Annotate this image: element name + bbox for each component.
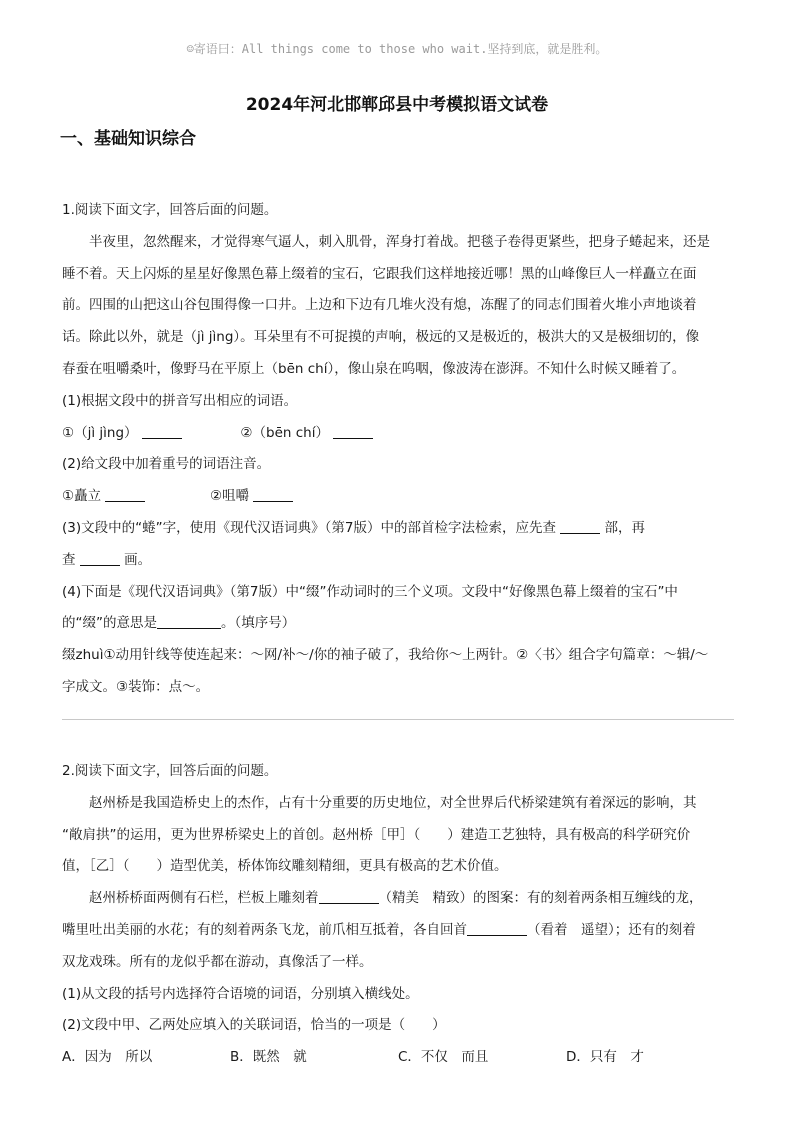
subquestion: (4)下面是《现代汉语词典》（第7版）中“缀”作动词时的三个义项。文段中“好像黑色幕上缀着的宝石”中 xyxy=(62,583,678,600)
passage-text: 睡不着。天上闪烁的星星好像黑色幕上缀着的宝石，它跟我们这样地接近哪！黑的山峰像巨人一样 xyxy=(62,265,643,282)
answer-blank[interactable] xyxy=(80,550,120,566)
subquestion-text: 的“缀”的意思是 xyxy=(62,615,157,632)
passage-line: 双龙戏珠。所有的龙似乎都在游动，真像活了一样。 xyxy=(62,953,373,970)
passage-text: （看着 遥望）；还有的刻着 xyxy=(527,921,696,938)
option-b[interactable]: B．既然 就 xyxy=(230,1049,307,1066)
question-prompt: 2.阅读下面文字，回答后面的问题。 xyxy=(62,763,278,779)
section-heading: 一、基础知识综合 xyxy=(60,129,196,149)
passage-line xyxy=(62,259,734,291)
subquestion-text: (3)文段中的“蜷”字，使用《现代汉语词典》（第7版）中的部首检字法检索，应先查 xyxy=(62,519,556,536)
passage-line: “敞肩拱”的运用，更为世界桥梁史上的首创。赵州桥［甲］（ ）建造工艺独特，具有极高的科学研究价 xyxy=(62,826,691,843)
answer-label: ②咀嚼 xyxy=(210,488,250,505)
passage-text: 在面 xyxy=(669,265,697,282)
dictionary-entry: 缀zhuì①动用针线等使连起来：～网/补～/你的袖子破了，我给你～上两针。②〈书〉组合字句篇章：～辑/～ xyxy=(62,647,709,664)
options-row xyxy=(62,1042,734,1074)
answer-blank[interactable] xyxy=(253,486,293,502)
subquestion xyxy=(62,608,734,640)
subquestion-text: 画。 xyxy=(124,551,152,568)
answer-row xyxy=(62,481,734,513)
question-1 xyxy=(62,195,734,704)
subquestion xyxy=(62,545,734,577)
answer-blank[interactable] xyxy=(467,920,527,936)
passage-text: （精美 精致）的图案：有的刻着两条相互缠线的龙， xyxy=(378,890,703,907)
answer-blank[interactable] xyxy=(157,613,221,629)
header-motto: ☺寄语曰：All things come to those who wait.坚持到底，就是胜利。 xyxy=(186,42,608,56)
subquestion: (2)文段中甲、乙两处应填入的关联词语，恰当的一项是（ ） xyxy=(62,1017,446,1034)
subquestion: (1)根据文段中的拼音写出相应的词语。 xyxy=(62,392,298,409)
answer-blank[interactable] xyxy=(333,423,373,439)
page-title: 2024年河北邯郸邱县中考模拟语文试卷 xyxy=(245,95,549,115)
subquestion: (2)给文段中加着重号的词语注音。 xyxy=(62,456,271,473)
emphasized-word: 咀嚼 · · xyxy=(103,361,130,377)
subquestion-text: 查 xyxy=(62,551,76,568)
passage-line xyxy=(62,883,734,915)
passage-line xyxy=(62,354,734,386)
answer-blank[interactable] xyxy=(142,423,182,439)
subquestion xyxy=(62,513,734,545)
passage-line: 半夜里，忽然醒来，才觉得寒气逼人，刺入肌骨，浑身打着战。把毯子卷得更紧些，把身子蜷起来，还是 xyxy=(89,233,710,250)
subquestion-text: 。（填序号） xyxy=(221,615,296,632)
passage-text: 赵州桥桥面两侧有石栏，栏板上雕刻着 xyxy=(89,890,319,907)
passage-text: 嘴里吐出美丽的水花；有的刻着两条飞龙，前爪相互抵着，各自回首 xyxy=(62,921,467,938)
dictionary-entry: 字成文。③装饰：点～。 xyxy=(62,678,210,695)
emphasized-word: 矗立 · · xyxy=(643,266,670,282)
answer-label: ②（bēn chí） xyxy=(240,424,329,441)
question-prompt: 1.阅读下面文字，回答后面的问题。 xyxy=(62,202,278,218)
passage-line: 赵州桥是我国造桥史上的杰作，占有十分重要的历史地位，对全世界后代桥梁建筑有着深远的影响，其 xyxy=(89,794,697,811)
subquestion: (1)从文段的括号内选择符合语境的词语，分别填入横线处。 xyxy=(62,985,419,1002)
passage-line: 前。四围的山把这山谷包围得像一口井。上边和下边有几堆火没有熄，冻醒了的同志们围着火堆小声地谈着 xyxy=(62,297,697,314)
answer-label: ①矗立 xyxy=(62,488,102,505)
passage-text: 春蚕在 xyxy=(62,360,103,377)
question-divider xyxy=(62,719,734,720)
answer-blank[interactable] xyxy=(560,518,600,534)
passage-line xyxy=(62,915,734,947)
passage-line: 话。除此以外，就是（jì jìng）。耳朵里有不可捉摸的声响，极远的又是极近的，极洪大的又是极细切的，像 xyxy=(62,329,700,346)
answer-row xyxy=(62,418,734,450)
option-a[interactable]: A．因为 所以 xyxy=(62,1049,153,1066)
answer-blank[interactable] xyxy=(319,888,379,904)
question-2 xyxy=(62,756,734,1074)
passage-text: 桑叶，像野马在平原上（bēn chí），像山泉在呜咽，像波涛在澎湃。不知什么时候又睡着了。 xyxy=(129,360,686,377)
option-c[interactable]: C．不仅 而且 xyxy=(398,1049,489,1066)
passage-line: 值，［乙］（ ）造型优美，桥体饰纹雕刻精细，更具有极高的艺术价值。 xyxy=(62,858,508,875)
option-d[interactable]: D．只有 才 xyxy=(566,1049,644,1066)
answer-label: ①（jì jìng） xyxy=(62,424,138,441)
answer-blank[interactable] xyxy=(105,486,145,502)
subquestion-text: 部，再 xyxy=(604,519,646,536)
